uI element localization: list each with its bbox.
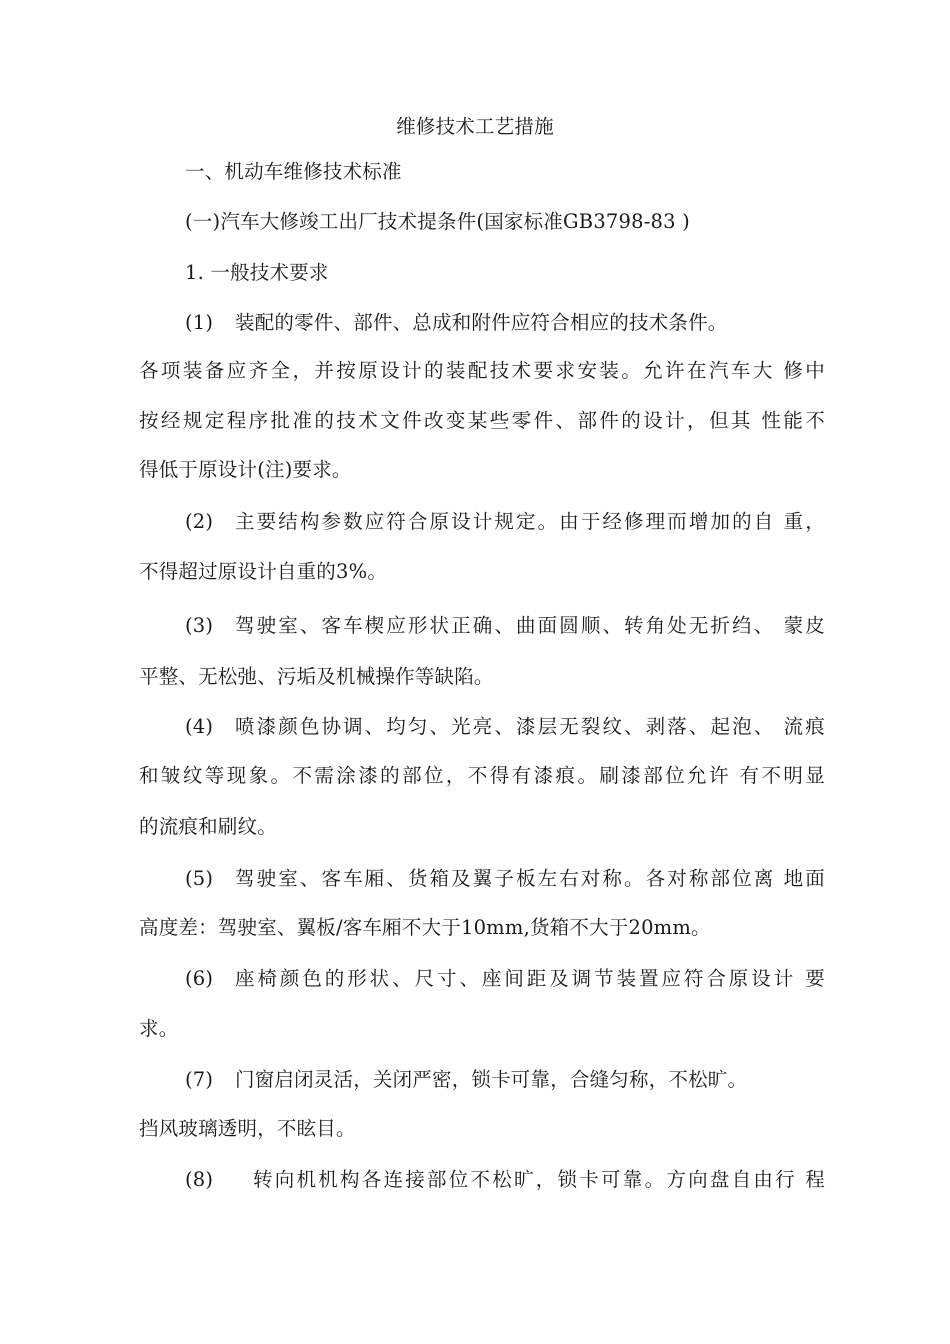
paragraph-line: 得低于原设计(注)要求。 (139, 458, 352, 481)
item-number: (4) (185, 715, 214, 738)
paragraph-line: 和皱纹等现象。不需涂漆的部位，不得有漆痕。刷漆部位允许 有不明显 (139, 764, 825, 787)
item-number: (7) (185, 1068, 214, 1091)
item-text: 驾驶室、客车楔应形状正确、曲面圆顺、转角处无折绉、 蒙皮 (235, 614, 825, 637)
item-text: 座椅颜色的形状、尺寸、座间距及调节装置应符合原设计 要 (235, 967, 825, 990)
section-heading: 一、机动车维修技术标准 (185, 160, 402, 183)
paragraph-line: 各项装备应齐全，并按原设计的装配技术要求安装。允许在汽车大 修中 (139, 359, 825, 382)
paragraph-line: 的流痕和刷纹。 (139, 815, 277, 838)
list-item (185, 613, 825, 639)
list-item (185, 966, 825, 992)
list-item (185, 714, 825, 740)
paragraph-line: 按经规定程序批准的技术文件改变某些零件、部件的设计，但其 性能不 (139, 409, 825, 432)
list-item (185, 866, 825, 892)
item-number: (3) (185, 614, 214, 637)
item-text: 喷漆颜色协调、均匀、光亮、漆层无裂纹、剥落、起泡、 流痕 (235, 715, 825, 738)
list-item (185, 310, 825, 336)
item-number: (8) (185, 1168, 214, 1191)
paragraph-line: 挡风玻璃透明，不眩目。 (139, 1117, 356, 1140)
item-text: 转向机机构各连接部位不松旷，锁卡可靠。方向盘自由行 程 (253, 1168, 825, 1191)
document-title: 维修技术工艺措施 (396, 115, 554, 138)
paragraph-line: 高度差：驾驶室、翼板/客车厢不大于10mm,货箱不大于20mm。 (139, 916, 711, 939)
paragraph-line: 平整、无松弛、污垢及机械操作等缺陷。 (139, 665, 494, 688)
item-text: 驾驶室、客车厢、货箱及翼子板左右对称。各对称部位离 地面 (235, 867, 825, 890)
list-item (185, 1167, 825, 1193)
paragraph-line: 求。 (139, 1017, 179, 1040)
item-text: 装配的零件、部件、总成和附件应符合相应的技术条件。 (235, 311, 728, 334)
item-number: (2) (185, 510, 214, 533)
paragraph-line: 不得超过原设计自重的3%。 (139, 560, 388, 583)
item-number: (6) (185, 967, 214, 990)
item-number: (5) (185, 867, 214, 890)
list-item (185, 1067, 825, 1093)
item-text: 主要结构参数应符合原设计规定。由于经修理而增加的自 重， (235, 510, 825, 533)
clause-heading: 1. 一般技术要求 (185, 261, 329, 284)
item-text: 门窗启闭灵活，关闭严密，锁卡可靠，合缝匀称，不松旷。 (235, 1068, 748, 1091)
item-number: (1) (185, 311, 214, 334)
list-item (185, 509, 825, 535)
subsection-heading: (一)汽车大修竣工出厂技术提条件(国家标准GB3798-83 ) (185, 210, 690, 233)
